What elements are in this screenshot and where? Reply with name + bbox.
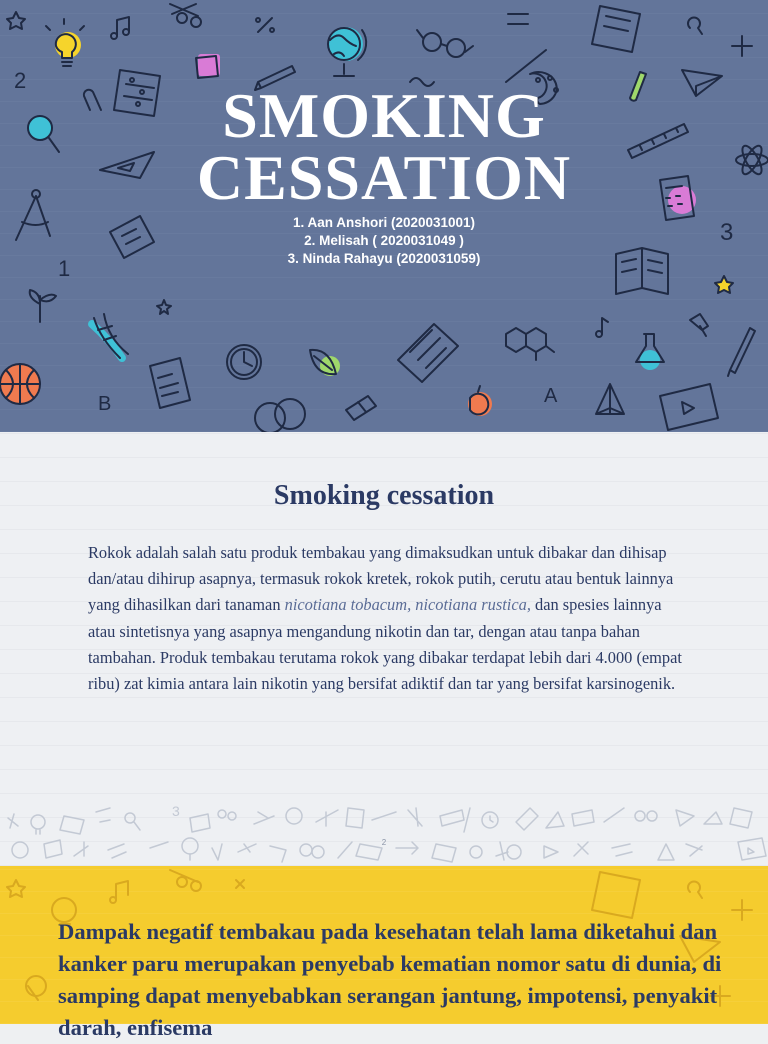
molecule-icon [506, 328, 554, 360]
slide-heading: Smoking cessation [273, 480, 495, 511]
music-note-icon [111, 17, 129, 39]
sticky-note-icon [196, 54, 220, 78]
doodle-letter-b: B [98, 393, 112, 415]
basketball-icon [0, 364, 40, 404]
scissors-icon [170, 4, 201, 27]
clock-icon [227, 345, 261, 379]
title-slide [0, 0, 768, 432]
slide-paragraph [88, 540, 688, 697]
glasses-icon [417, 30, 473, 57]
impact-paragraph: Dampak negatif tembakau pada kesehatan telah lama diketahui dan kanker paru merupakan penyebab kematian nomor satu di dunia, di samping dapat menyebabkan serangan jantung, impotensi, penyakit darah, enfisema [58, 919, 722, 1040]
svg-text:3: 3 [172, 803, 180, 819]
doodle-letter-two: 2 [14, 68, 27, 93]
footer-doodle-strip [0, 798, 768, 866]
yellow-star-icon [715, 276, 733, 293]
lightbulb-icon [46, 19, 84, 66]
species-names-italic: nicotiana tobacum, nicotiana rustica, [284, 595, 531, 615]
slide-page-number: 2 [381, 838, 387, 847]
video-tablet-icon [660, 384, 718, 430]
member-item: 2. Melisah ( 2020031049 ) [304, 233, 464, 248]
dna-icon [92, 314, 128, 358]
pyramid-icon [596, 384, 624, 414]
content-slide-definition [0, 432, 768, 866]
content-slide-impact [0, 866, 768, 1040]
pushpin-icon [690, 314, 708, 336]
music-note-small-icon [596, 318, 608, 337]
small-star-icon [157, 300, 171, 314]
doodle-letter-three: 3 [720, 219, 734, 246]
notepad-icon [398, 324, 458, 382]
leaf-icon [310, 350, 340, 376]
pen-icon [728, 328, 755, 376]
eraser-icon [346, 396, 376, 420]
group-members-list [0, 214, 768, 268]
venn-circles-icon [255, 399, 305, 433]
apple-icon [468, 386, 492, 416]
paragraph-text: Rokok adalah salah satu produk tembakau yang dimaksudkan untuk dibakar dan dihisap dan/atau dihirup asapnya, termasuk rokok kretek, rokok putih, cerutu atau bentuk lainnya yang dihasilkan dari tanaman [88, 543, 674, 615]
member-item: 3. Ninda Rahayu (2020031059) [287, 251, 481, 266]
doodle-letter-one: 1 [58, 256, 71, 281]
document-icon [150, 358, 190, 408]
notebook-icon [592, 6, 640, 52]
member-item: 1. Aan Anshori (2020031001) [292, 215, 476, 230]
letter-q-icon [688, 18, 702, 34]
percent-icon [256, 18, 274, 32]
presentation-title-line-1: SMOKING [222, 80, 546, 151]
plant-icon [30, 290, 56, 322]
paragraph-text-continued: dan spesies lainnya atau sintetisnya yang asapnya mengandung nikotin dan tar, dengan atau tanpa bahan tambahan. Produk tembakau terutama rokok yang dibakar terdapat lebih dari 4.000 (empat ribu) zat kimia antara lain nikotin yang bersifat adiktif dan tar yang bersifat karsinogenik. [88, 595, 682, 694]
equals-icon [508, 14, 528, 24]
star-icon [7, 12, 25, 29]
plus-icon [732, 36, 752, 56]
globe-icon [328, 27, 366, 76]
presentation-title-line-2: CESSATION [196, 142, 572, 213]
flask-icon [636, 334, 664, 370]
doodle-letter-a: A [544, 385, 558, 407]
